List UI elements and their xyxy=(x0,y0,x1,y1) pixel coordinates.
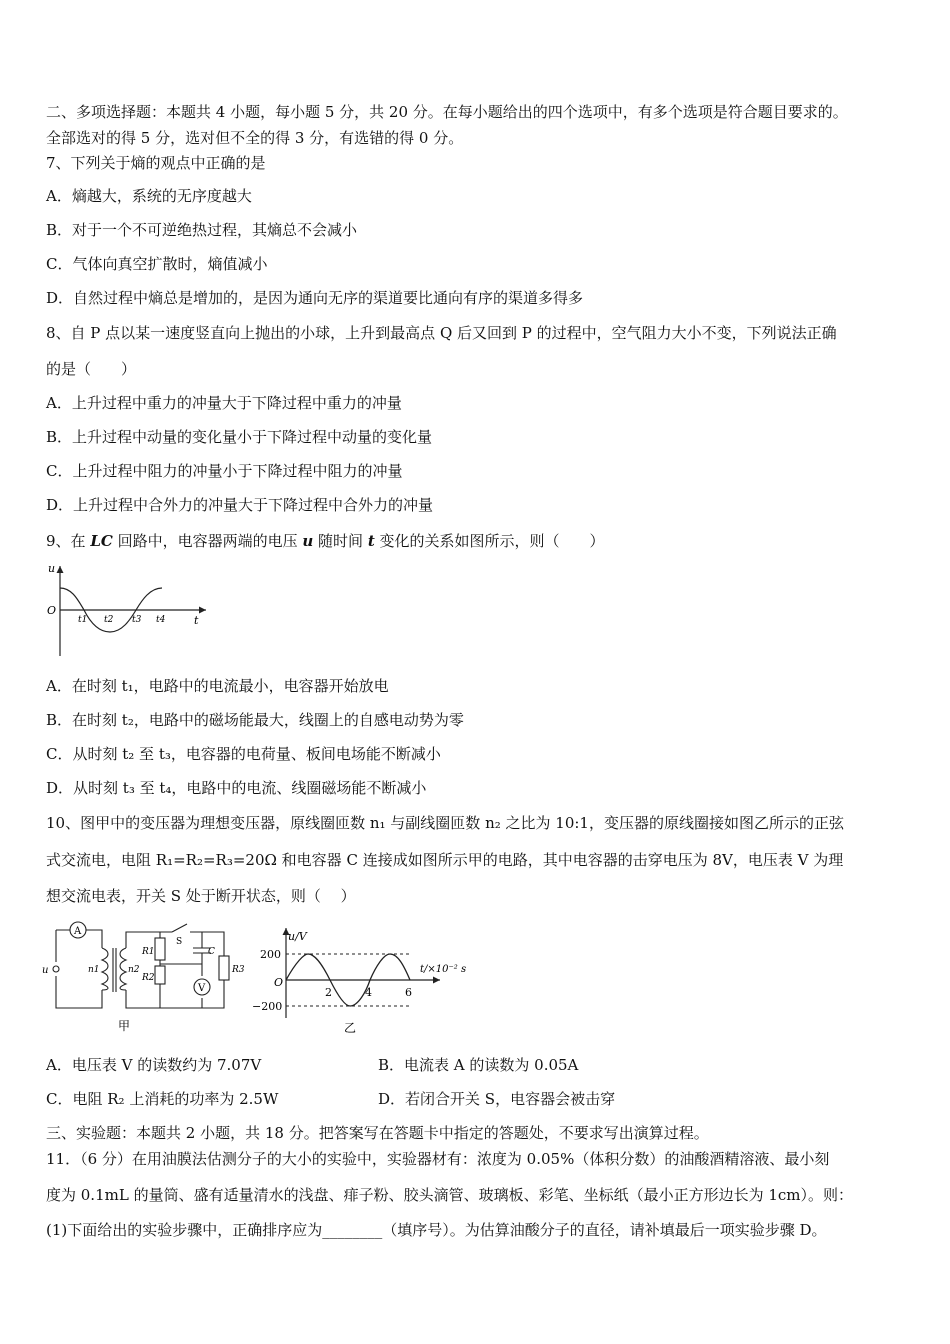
q10-stem-line-1: 10、图甲中的变压器为理想变压器，原线圈匝数 n₁ 与副线圈匝数 n₂ 之比为 10:1，变压器的原线圈接如图乙所示的正弦 xyxy=(46,814,844,832)
q10-option-b: B．电流表 A 的读数为 0.05A xyxy=(378,1056,579,1074)
q9-t: t xyxy=(367,532,375,550)
q9-stem-part: 回路中，电容器两端的电压 xyxy=(112,532,303,550)
q9-option-c: C．从时刻 t₂ 至 t₃，电容器的电荷量、板间电场能不断减小 xyxy=(46,745,441,763)
q8-option-c: C．上升过程中阻力的冲量小于下降过程中阻力的冲量 xyxy=(46,462,403,480)
q7-option-d: D．自然过程中熵总是增加的，是因为通向无序的渠道要比通向有序的渠道多得多 xyxy=(46,289,584,307)
q10-y-label: u/V xyxy=(288,930,307,943)
q9-option-d: D．从时刻 t₃ 至 t₄，电路中的电流、线圈磁场能不断减小 xyxy=(46,779,427,797)
q11-line-2: 度为 0.1mL 的量筒、盛有适量清水的浅盘、痱子粉、胶头滴管、玻璃板、彩笔、坐标纸（最小正方形边长为 1cm）。则： xyxy=(46,1186,854,1204)
q9-stem xyxy=(46,531,605,551)
q8-stem-line-2: 的是（ ） xyxy=(46,360,137,378)
q9-tick-t4: t4 xyxy=(156,615,166,625)
q9-y-label: u xyxy=(48,562,56,575)
q10-y-tick-neg200: −200 xyxy=(252,1000,283,1013)
q8-option-b: B．上升过程中动量的变化量小于下降过程中动量的变化量 xyxy=(46,428,433,446)
q10-y-tick-200: 200 xyxy=(260,948,281,961)
r2-label: R2 xyxy=(142,973,155,983)
source-icon xyxy=(53,966,59,972)
q8-stem-line-1: 8、自 P 点以某一速度竖直向上抛出的小球，上升到最高点 Q 后又回到 P 的过程中，空气阻力大小不变，下列说法正确 xyxy=(46,324,837,342)
q10-circuit-jia xyxy=(42,918,264,1036)
r3-label: R3 xyxy=(232,965,245,975)
q7-option-b: B．对于一个不可逆绝热过程，其熵总不会减小 xyxy=(46,221,358,239)
q11-line-1: 11．（6 分）在用油膜法估测分子的大小的实验中，实验器材有：浓度为 0.05%（体积分数）的油酸酒精溶液、最小刻 xyxy=(46,1150,830,1168)
capacitor-label: C xyxy=(208,947,215,957)
q10-x-tick-6: 6 xyxy=(405,986,412,999)
fig-yi-label: 乙 xyxy=(344,1021,357,1035)
fig-jia-label: 甲 xyxy=(118,1019,131,1033)
q9-tick-t3: t3 xyxy=(132,615,142,625)
q9-u: u xyxy=(302,532,314,550)
q8-option-a: A．上升过程中重力的冲量大于下降过程中重力的冲量 xyxy=(46,394,402,412)
q10-x-tick-4: 4 xyxy=(365,986,372,999)
q11-line-3: (1)下面给出的实验步骤中，正确排序应为________（填序号）。为估算油酸分子的直径，请补填最后一项实验步骤 D。 xyxy=(46,1221,827,1239)
section-3-line: 三、实验题：本题共 2 小题，共 18 分。把答案写在答题卡中指定的答题处，不要求写出演算过程。 xyxy=(46,1124,709,1142)
q10-stem-line-3: 想交流电表，开关 S 处于断开状态，则（ ） xyxy=(46,887,356,905)
q10-option-a: A．电压表 V 的读数约为 7.07V xyxy=(46,1056,262,1074)
q9-lc: LC xyxy=(90,532,113,550)
q9-x-label: t xyxy=(194,614,199,627)
q10-x-tick-2: 2 xyxy=(325,986,332,999)
q9-stem-part: 9、在 xyxy=(46,532,91,550)
q9-lc-graph xyxy=(44,560,224,660)
switch-label: S xyxy=(176,937,183,947)
q9-option-a: A．在时刻 t₁，电路中的电流最小，电容器开始放电 xyxy=(46,677,389,695)
q9-tick-t1: t1 xyxy=(78,615,88,625)
q9-stem-part: 随时间 xyxy=(313,532,368,550)
q8-option-d: D．上升过程中合外力的冲量大于下降过程中合外力的冲量 xyxy=(46,496,434,514)
ammeter-label: A xyxy=(74,926,82,937)
q7-option-a: A．熵越大，系统的无序度越大 xyxy=(46,187,252,205)
q10-option-c: C．电阻 R₂ 上消耗的功率为 2.5W xyxy=(46,1090,279,1108)
q10-stem-line-2: 式交流电，电阻 R₁=R₂=R₃=20Ω 和电容器 C 连接成如图所示甲的电路，其中电容器的击穿电压为 8V，电压表 V 为理 xyxy=(46,851,844,869)
q7-option-c: C．气体向真空扩散时，熵值减小 xyxy=(46,255,268,273)
section-2-line-2: 全部选对的得 5 分，选对但不全的得 3 分，有选错的得 0 分。 xyxy=(46,129,464,147)
q10-graph-yi xyxy=(248,918,478,1036)
n1-label: n1 xyxy=(88,965,100,975)
section-2-line-1: 二、多项选择题：本题共 4 小题，每小题 5 分，共 20 分。在每小题给出的四个选项中，有多个选项是符合题目要求的。 xyxy=(46,103,848,121)
q7-stem: 7、下列关于熵的观点中正确的是 xyxy=(46,154,266,172)
voltmeter-label: V xyxy=(198,983,206,994)
q9-origin: O xyxy=(47,604,57,617)
q9-option-b: B．在时刻 t₂，电路中的磁场能最大，线圈上的自感电动势为零 xyxy=(46,711,464,729)
q10-option-d: D．若闭合开关 S，电容器会被击穿 xyxy=(378,1090,616,1108)
q9-tick-t2: t2 xyxy=(104,615,114,625)
source-label: u xyxy=(42,965,49,976)
q10-x-label: t/×10⁻² s xyxy=(420,964,467,975)
q10-origin: O xyxy=(274,976,284,989)
r1-label: R1 xyxy=(142,947,155,957)
q9-stem-part: 变化的关系如图所示，则（ ） xyxy=(374,532,605,550)
n2-label: n2 xyxy=(128,965,140,975)
